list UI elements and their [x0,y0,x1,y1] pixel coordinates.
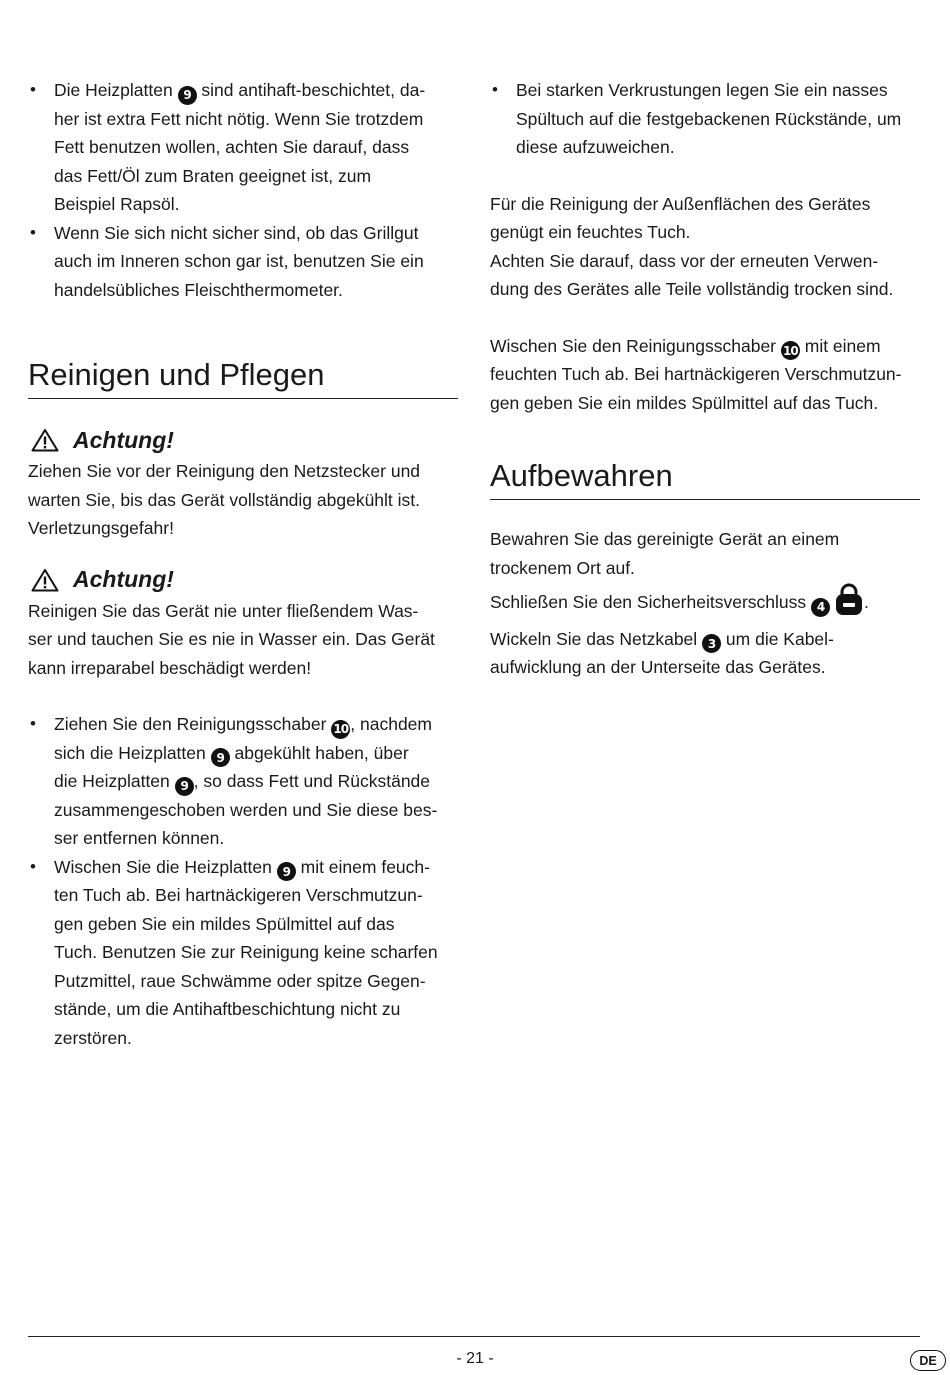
text: kann irreparabel beschädigt werden! [28,657,312,678]
text: mit einem [799,335,881,356]
lock-icon [834,582,864,625]
list-item [490,76,920,162]
scraper-cleaning-paragraph [490,332,920,418]
warning-text [28,597,458,683]
list-item [28,710,458,853]
section-title-storage: Aufbewahren [490,457,920,500]
part-number-badge: 9 [175,777,194,796]
text: das Fett/Öl zum Braten geeignet ist, zum [54,165,372,186]
text: Schließen Sie den Sicherheitsverschluss [490,592,811,612]
text: , nachdem [350,714,432,734]
text: Wischen Sie die Heizplatten [54,856,277,877]
text: Achten Sie darauf, dass vor der erneuten Verwen- [490,250,879,271]
list-item [28,853,458,1053]
exterior-cleaning-paragraph [490,190,920,304]
text: stände, um die Antihaftbeschichtung nicht zu [54,999,401,1019]
warning-heading [28,563,458,597]
text: warten Sie, bis das Gerät vollständig abgekühlt ist. [28,489,421,510]
text: Wenn Sie sich nicht sicher sind, ob das Grillgut [54,222,419,243]
part-number-badge: 4 [811,598,830,617]
text: zusammengeschoben werden und Sie diese bes- [54,799,438,820]
text: ser und tauchen Sie es nie in Wasser ein. Das Gerät [28,629,435,649]
text: Ziehen Sie den Reinigungsschaber [54,714,332,734]
text: abgekühlt haben, über [229,742,409,763]
part-number-badge: 10 [331,720,350,739]
intro-bullet-list [28,76,458,304]
text: handelsübliches Fleischthermometer. [54,279,343,300]
text: Verletzungsgefahr! [28,518,174,538]
text: ten Tuch ab. Bei hartnäckigeren Verschmutzun- [54,885,423,905]
text: gen geben Sie ein mildes Spülmittel auf das [54,913,395,934]
warning-heading [28,423,458,457]
text: Spültuch auf die festgebackenen Rückstände, um [516,108,902,129]
text: , so dass Fett und Rückstände [193,771,431,791]
text: ser entfernen können. [54,828,225,848]
page-number: - 21 - [456,1350,494,1367]
text: Für die Reinigung der Außenflächen des Gerätes [490,193,871,214]
text: gen geben Sie ein mildes Spülmittel auf das Tuch. [490,392,879,413]
text: Putzmittel, raue Schwämme oder spitze Gegen- [54,970,426,991]
text: genügt ein feuchtes Tuch. [490,222,691,242]
text: aufwicklung an der Unterseite das Gerätes. [490,657,826,677]
text: mit einem feuch- [295,856,430,877]
text: Fett benutzen wollen, achten Sie darauf, dass [54,137,410,157]
text: dung des Gerätes alle Teile vollständig trocken sind. [490,279,894,299]
text: trockenem Ort auf. [490,557,635,578]
text: diese aufzuweichen. [516,137,675,157]
footer-divider [28,1336,920,1337]
text: Tuch. Benutzen Sie zur Reinigung keine scharfen [54,942,438,962]
text: her ist extra Fett nicht nötig. Wenn Sie trotzdem [54,108,424,129]
warning-triangle-icon [31,428,59,452]
list-item [28,219,458,305]
part-number-badge: 9 [178,86,197,105]
left-column [28,76,458,1052]
text: zerstören. [54,1027,132,1048]
text: . [864,592,869,612]
cleaning-bullet-list [28,710,458,1052]
right-column [490,76,920,682]
warning-title: Achtung! [73,566,174,592]
text: auch im Inneren schon gar ist, benutzen Sie ein [54,251,424,271]
text: sich die Heizplatten [54,742,211,763]
part-number-badge: 10 [781,341,800,360]
part-number-badge: 9 [277,862,296,881]
part-number-badge: 3 [702,634,721,653]
text: Bei starken Verkrustungen legen Sie ein nasses [516,80,888,100]
text: Reinigen Sie das Gerät nie unter fließendem Was- [28,600,419,621]
text: Beispiel Rapsöl. [54,194,180,214]
text: Bewahren Sie das gereinigte Gerät an einem [490,529,840,549]
warning-triangle-icon [31,568,59,592]
text: Wischen Sie den Reinigungsschaber [490,335,781,356]
language-badge: DE [910,1350,946,1371]
text: Ziehen Sie vor der Reinigung den Netzstecker und [28,461,421,481]
text: sind antihaft-beschichtet, da- [196,80,426,100]
text: Wickeln Sie das Netzkabel [490,628,703,649]
text: die Heizplatten [54,771,175,791]
crust-bullet-list [490,76,920,162]
part-number-badge: 9 [211,748,230,767]
section-title-cleaning: Reinigen und Pflegen [28,356,458,399]
text: feuchten Tuch ab. Bei hartnäckigeren Verschmutzun- [490,364,902,384]
text: um die Kabel- [721,628,834,649]
storage-paragraph [490,525,920,682]
text: Die Heizplatten [54,80,178,100]
warning-title: Achtung! [73,426,174,453]
list-item [28,76,458,219]
warning-text [28,457,458,543]
